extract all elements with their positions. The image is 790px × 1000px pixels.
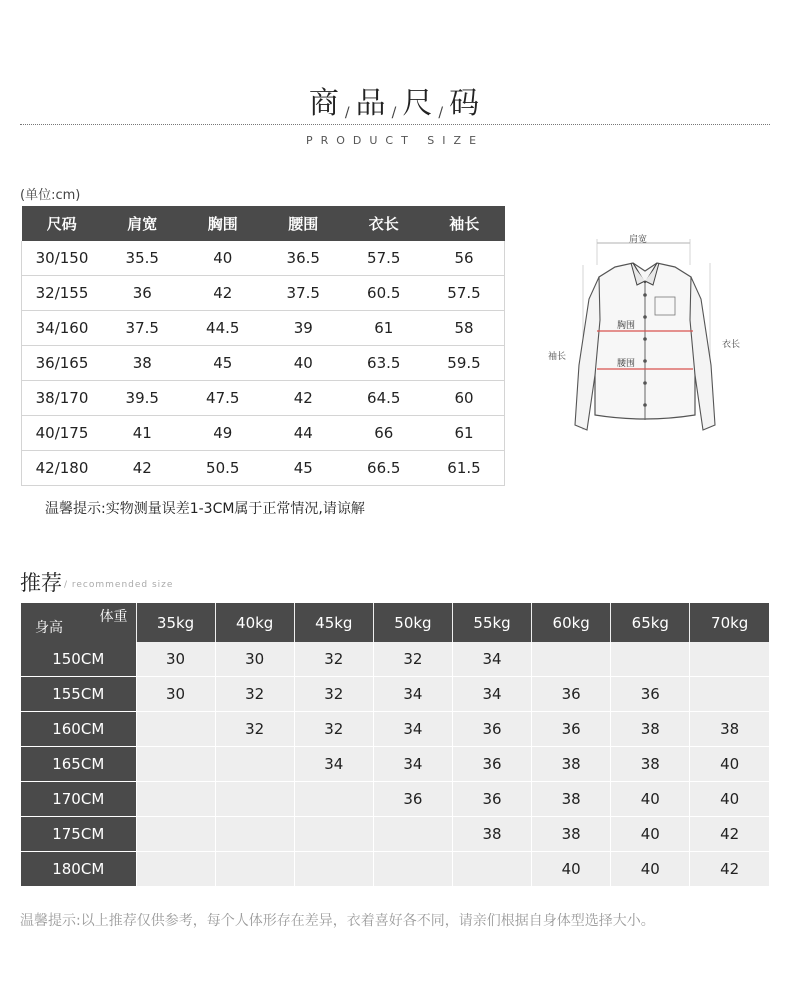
recommended-size-cell: 36 bbox=[532, 677, 611, 712]
sleeve-label: 袖长 bbox=[548, 352, 567, 362]
recommended-size-cell bbox=[532, 642, 611, 677]
size-value-cell: 50.5 bbox=[183, 451, 264, 486]
recommended-size-cell: 32 bbox=[373, 642, 452, 677]
height-row-header: 165CM bbox=[21, 747, 136, 782]
size-value-cell: 45 bbox=[263, 451, 344, 486]
recommended-size-cell: 32 bbox=[294, 642, 373, 677]
recommended-size-cell: 38 bbox=[690, 712, 769, 747]
size-col-header: 胸围 bbox=[183, 206, 264, 241]
size-value-cell: 63.5 bbox=[344, 346, 425, 381]
recommended-size-cell: 40 bbox=[611, 817, 690, 852]
height-row-header: 150CM bbox=[21, 642, 136, 677]
size-value-cell: 39 bbox=[263, 311, 344, 346]
title-separator: / bbox=[344, 105, 352, 121]
recommended-size-cell: 36 bbox=[532, 712, 611, 747]
length-label: 衣长 bbox=[722, 340, 741, 350]
recommend-row bbox=[21, 677, 769, 712]
height-row-header: 180CM bbox=[21, 852, 136, 887]
height-row-header: 175CM bbox=[21, 817, 136, 852]
recommended-size-cell: 30 bbox=[136, 642, 215, 677]
recommended-size-cell: 36 bbox=[453, 747, 532, 782]
recommend-row bbox=[21, 747, 769, 782]
shoulder-label: 肩宽 bbox=[629, 235, 648, 245]
recommended-size-cell: 34 bbox=[373, 677, 452, 712]
size-table-row bbox=[22, 276, 505, 311]
weight-axis-label: 体重 bbox=[99, 609, 128, 625]
weight-col-header: 40kg bbox=[215, 603, 294, 642]
recommended-size-cell bbox=[373, 817, 452, 852]
waist-label: 腰围 bbox=[617, 359, 636, 369]
recommended-size-cell: 34 bbox=[373, 747, 452, 782]
weight-col-header: 45kg bbox=[294, 603, 373, 642]
recommended-size-cell bbox=[215, 747, 294, 782]
measurement-note: 温馨提示:实物测量误差1-3CM属于正常情况,请谅解 bbox=[45, 501, 365, 517]
button-dot bbox=[643, 315, 647, 319]
recommend-row bbox=[21, 782, 769, 817]
size-code-cell: 30/150 bbox=[22, 241, 103, 276]
recommended-size-cell bbox=[373, 852, 452, 887]
recommended-size-cell: 34 bbox=[453, 642, 532, 677]
size-code-cell: 38/170 bbox=[22, 381, 103, 416]
title-separator: / bbox=[391, 105, 399, 121]
size-value-cell: 44 bbox=[263, 416, 344, 451]
size-table-header-row bbox=[22, 206, 505, 241]
recommended-size-cell bbox=[690, 642, 769, 677]
size-col-header: 腰围 bbox=[263, 206, 344, 241]
title-char: 尺 bbox=[402, 86, 435, 121]
size-col-header: 尺码 bbox=[22, 206, 103, 241]
weight-col-header: 65kg bbox=[611, 603, 690, 642]
recommended-size-cell: 42 bbox=[690, 817, 769, 852]
shirt-diagram-svg bbox=[545, 225, 765, 457]
recommended-size-cell bbox=[136, 782, 215, 817]
size-table-row bbox=[22, 311, 505, 346]
title-char: 码 bbox=[449, 86, 482, 121]
size-value-cell: 42 bbox=[102, 451, 183, 486]
size-value-cell: 66 bbox=[344, 416, 425, 451]
unit-label: (单位:cm) bbox=[20, 188, 81, 203]
recommended-size-cell: 36 bbox=[611, 677, 690, 712]
size-code-cell: 40/175 bbox=[22, 416, 103, 451]
size-col-header: 肩宽 bbox=[102, 206, 183, 241]
weight-col-header: 50kg bbox=[373, 603, 452, 642]
size-table bbox=[21, 206, 505, 486]
recommended-size-cell bbox=[215, 817, 294, 852]
recommended-size-cell: 30 bbox=[136, 677, 215, 712]
recommend-title: 推荐 bbox=[20, 571, 62, 595]
size-value-cell: 64.5 bbox=[344, 381, 425, 416]
weight-col-header: 55kg bbox=[453, 603, 532, 642]
size-value-cell: 40 bbox=[183, 241, 264, 276]
weight-col-header: 60kg bbox=[532, 603, 611, 642]
recommended-size-cell bbox=[215, 782, 294, 817]
recommended-size-cell: 40 bbox=[532, 852, 611, 887]
recommended-size-cell bbox=[611, 642, 690, 677]
size-code-cell: 42/180 bbox=[22, 451, 103, 486]
recommended-size-cell: 36 bbox=[453, 782, 532, 817]
size-value-cell: 60 bbox=[424, 381, 505, 416]
shirt-measurement-diagram bbox=[545, 225, 765, 457]
recommended-size-cell: 42 bbox=[690, 852, 769, 887]
size-value-cell: 37.5 bbox=[263, 276, 344, 311]
recommended-size-cell bbox=[215, 852, 294, 887]
size-table-row bbox=[22, 416, 505, 451]
size-code-cell: 36/165 bbox=[22, 346, 103, 381]
recommended-size-cell: 38 bbox=[453, 817, 532, 852]
recommended-size-cell: 36 bbox=[373, 782, 452, 817]
size-value-cell: 66.5 bbox=[344, 451, 425, 486]
recommended-size-cell: 32 bbox=[215, 677, 294, 712]
button-dot bbox=[643, 381, 647, 385]
button-dot bbox=[643, 403, 647, 407]
size-value-cell: 57.5 bbox=[424, 276, 505, 311]
size-value-cell: 59.5 bbox=[424, 346, 505, 381]
recommended-size-cell: 40 bbox=[611, 852, 690, 887]
height-axis-label: 身高 bbox=[35, 620, 63, 636]
recommended-size-cell: 40 bbox=[690, 782, 769, 817]
size-code-cell: 32/155 bbox=[22, 276, 103, 311]
button-dot bbox=[643, 359, 647, 363]
recommend-corner-cell bbox=[21, 603, 136, 642]
height-row-header: 160CM bbox=[21, 712, 136, 747]
height-row-header: 155CM bbox=[21, 677, 136, 712]
recommended-size-cell: 38 bbox=[532, 782, 611, 817]
recommend-header-row bbox=[21, 603, 769, 642]
size-value-cell: 42 bbox=[263, 381, 344, 416]
size-table-row bbox=[22, 451, 505, 486]
recommended-size-cell bbox=[136, 747, 215, 782]
recommended-size-cell bbox=[136, 852, 215, 887]
recommended-size-cell: 38 bbox=[532, 747, 611, 782]
size-col-header: 袖长 bbox=[424, 206, 505, 241]
recommended-size-cell bbox=[136, 817, 215, 852]
size-value-cell: 60.5 bbox=[344, 276, 425, 311]
size-value-cell: 45 bbox=[183, 346, 264, 381]
recommended-size-cell bbox=[136, 712, 215, 747]
size-value-cell: 49 bbox=[183, 416, 264, 451]
size-value-cell: 36.5 bbox=[263, 241, 344, 276]
recommended-size-cell: 36 bbox=[453, 712, 532, 747]
recommend-row bbox=[21, 642, 769, 677]
recommend-note: 温馨提示:以上推荐仅供参考，每个人体形存在差异，衣着喜好各不同，请亲们根据自身体型选择大小。 bbox=[20, 913, 655, 929]
size-col-header: 衣长 bbox=[344, 206, 425, 241]
recommend-row bbox=[21, 817, 769, 852]
size-value-cell: 41 bbox=[102, 416, 183, 451]
size-value-cell: 44.5 bbox=[183, 311, 264, 346]
size-value-cell: 40 bbox=[263, 346, 344, 381]
size-value-cell: 37.5 bbox=[102, 311, 183, 346]
recommended-size-cell bbox=[294, 817, 373, 852]
recommended-size-cell bbox=[690, 677, 769, 712]
size-value-cell: 57.5 bbox=[344, 241, 425, 276]
size-value-cell: 39.5 bbox=[102, 381, 183, 416]
size-code-cell: 34/160 bbox=[22, 311, 103, 346]
recommended-size-cell bbox=[294, 782, 373, 817]
page-subtitle: PRODUCT SIZE bbox=[305, 134, 485, 147]
button-dot bbox=[643, 293, 647, 297]
recommended-size-cell bbox=[453, 852, 532, 887]
recommended-size-cell: 38 bbox=[611, 747, 690, 782]
recommended-size-cell: 40 bbox=[611, 782, 690, 817]
size-value-cell: 36 bbox=[102, 276, 183, 311]
height-row-header: 170CM bbox=[21, 782, 136, 817]
title-char: 品 bbox=[355, 86, 388, 121]
chest-label: 胸围 bbox=[617, 321, 636, 331]
recommend-table bbox=[21, 603, 769, 887]
size-value-cell: 61.5 bbox=[424, 451, 505, 486]
size-value-cell: 58 bbox=[424, 311, 505, 346]
dotted-divider bbox=[20, 124, 770, 125]
recommended-size-cell: 40 bbox=[690, 747, 769, 782]
size-value-cell: 61 bbox=[344, 311, 425, 346]
recommended-size-cell: 34 bbox=[453, 677, 532, 712]
recommend-row bbox=[21, 712, 769, 747]
recommended-size-cell: 30 bbox=[215, 642, 294, 677]
size-value-cell: 42 bbox=[183, 276, 264, 311]
size-table-row bbox=[22, 241, 505, 276]
recommended-size-cell: 32 bbox=[294, 712, 373, 747]
size-value-cell: 47.5 bbox=[183, 381, 264, 416]
size-table-row bbox=[22, 381, 505, 416]
weight-col-header: 35kg bbox=[136, 603, 215, 642]
weight-col-header: 70kg bbox=[690, 603, 769, 642]
recommended-size-cell: 38 bbox=[611, 712, 690, 747]
title-char: 商 bbox=[308, 86, 341, 121]
recommend-row bbox=[21, 852, 769, 887]
recommended-size-cell bbox=[294, 852, 373, 887]
recommended-size-cell: 34 bbox=[294, 747, 373, 782]
size-value-cell: 61 bbox=[424, 416, 505, 451]
size-table-row bbox=[22, 346, 505, 381]
recommend-subtitle: / recommended size bbox=[64, 580, 174, 590]
size-value-cell: 38 bbox=[102, 346, 183, 381]
recommended-size-cell: 38 bbox=[532, 817, 611, 852]
size-value-cell: 56 bbox=[424, 241, 505, 276]
size-value-cell: 35.5 bbox=[102, 241, 183, 276]
title-separator: / bbox=[438, 105, 446, 121]
recommended-size-cell: 32 bbox=[294, 677, 373, 712]
recommended-size-cell: 32 bbox=[215, 712, 294, 747]
page-title bbox=[0, 78, 790, 122]
button-dot bbox=[643, 337, 647, 341]
recommended-size-cell: 34 bbox=[373, 712, 452, 747]
